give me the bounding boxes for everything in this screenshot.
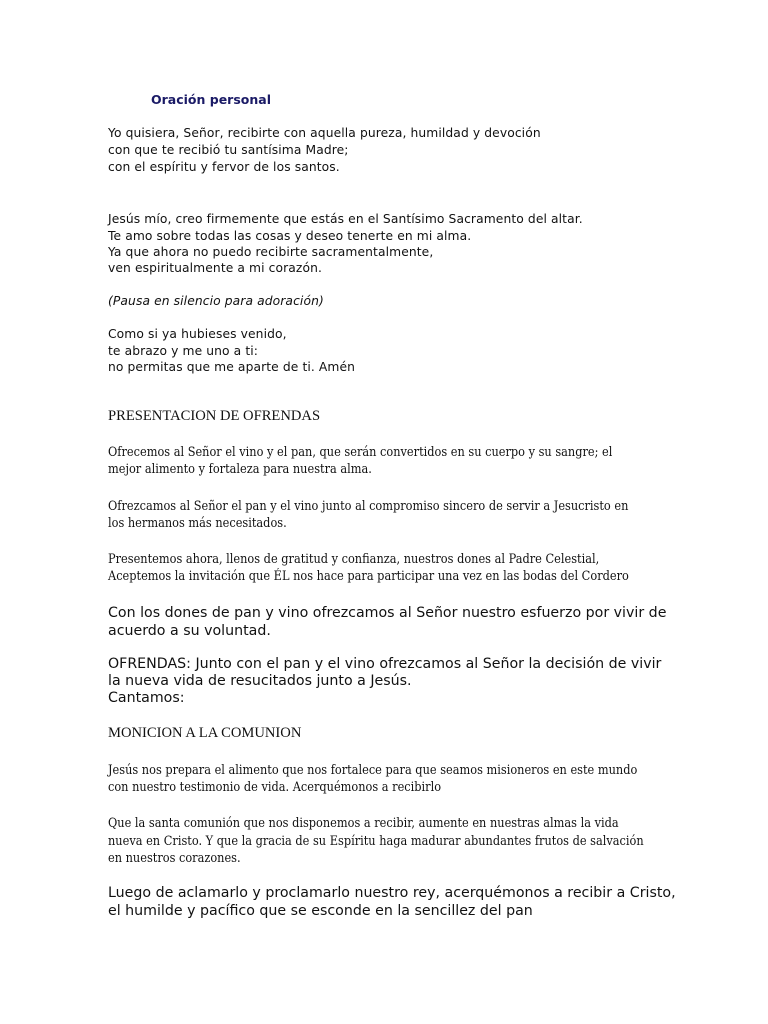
- text-line: los hermanos más necesitados.: [108, 516, 287, 531]
- text-line: no permitas que me aparte de ti. Amén: [108, 360, 356, 374]
- document-title: Oración personal: [151, 92, 271, 107]
- text-line: Ya que ahora no puedo recibirte sacramentalmente,: [108, 245, 434, 259]
- text-line: Con los dones de pan y vino ofrezcamos al Señor nuestro esfuerzo por vivir de: [108, 605, 667, 621]
- text-line: el humilde y pacífico que se esconde en la sencillez del pan: [108, 903, 533, 919]
- text-line: Jesús mío, creo firmemente que estás en el Santísimo Sacramento del altar.: [108, 212, 583, 226]
- text-line: Aceptemos la invitación que ÉL nos hace para participar una vez en las bodas del Cordero: [108, 569, 629, 584]
- text-line: ven espiritualmente a mi corazón.: [108, 261, 323, 275]
- text-line: Te amo sobre todas las cosas y deseo tenerte en mi alma.: [108, 229, 472, 243]
- text-line: Que la santa comunión que nos disponemos a recibir, aumente en nuestras almas la vida: [108, 816, 619, 831]
- section-heading-comunion: MONICION A LA COMUNION: [108, 725, 302, 741]
- text-line: Jesús nos prepara el alimento que nos fortalece para que seamos misioneros en este mundo: [108, 763, 638, 778]
- pause-note: (Pausa en silencio para adoración): [108, 294, 324, 308]
- text-line: mejor alimento y fortaleza para nuestra alma.: [108, 462, 372, 477]
- text-line: Presentemos ahora, llenos de gratitud y confianza, nuestros dones al Padre Celestial,: [108, 552, 600, 567]
- text-line: nueva en Cristo. Y que la gracia de su Espíritu haga madurar abundantes frutos de salvación: [108, 834, 644, 849]
- section-heading-ofrendas: PRESENTACION DE OFRENDAS: [108, 408, 321, 424]
- text-line: Luego de aclamarlo y proclamarlo nuestro rey, acerquémonos a recibir a Cristo,: [108, 885, 676, 901]
- text-line: Como si ya hubieses venido,: [108, 327, 287, 341]
- text-line: Cantamos:: [108, 690, 185, 706]
- text-line: con nuestro testimonio de vida. Acerquémonos a recibirlo: [108, 780, 442, 795]
- text-line: Yo quisiera, Señor, recibirte con aquella pureza, humildad y devoción: [108, 126, 541, 140]
- text-line: Ofrezcamos al Señor el pan y el vino junto al compromiso sincero de servir a Jesucristo en: [108, 499, 629, 514]
- text-line: OFRENDAS: Junto con el pan y el vino ofrezcamos al Señor la decisión de vivir: [108, 656, 662, 672]
- text-line: te abrazo y me uno a ti:: [108, 344, 258, 358]
- text-line: con el espíritu y fervor de los santos.: [108, 160, 340, 174]
- text-line: la nueva vida de resucitados junto a Jesús.: [108, 673, 412, 689]
- text-line: con que te recibió tu santísima Madre;: [108, 143, 349, 157]
- text-line: Ofrecemos al Señor el vino y el pan, que serán convertidos en su cuerpo y su sangre; el: [108, 445, 613, 460]
- text-line: en nuestros corazones.: [108, 851, 241, 866]
- text-line: acuerdo a su voluntad.: [108, 623, 271, 639]
